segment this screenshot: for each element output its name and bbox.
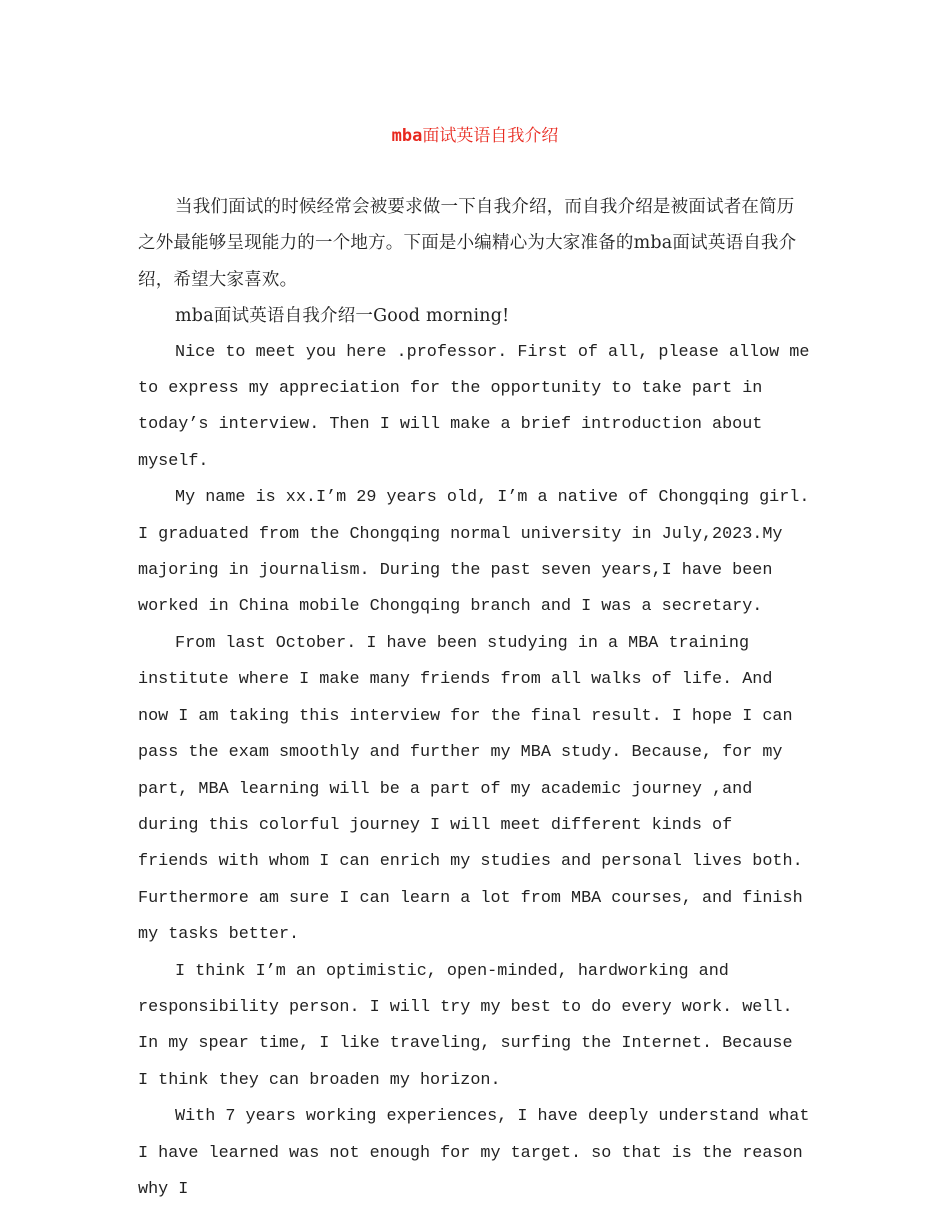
body-paragraph: Nice to meet you here .professor. First of all, please allow me to express my appreciation for the opportunity to take part in today’s interview. Then I will make a brief introduction about myself.: [138, 342, 810, 471]
section-heading-paragraph: mba面试英语自我介绍一Good morning!: [175, 306, 510, 327]
document-title: [0, 124, 950, 148]
body-paragraph: My name is xx.I’m 29 years old, I’m a native of Chongqing girl. I graduated from the Chongqing normal university in July,2023.My majoring in journalism. During the past seven years,I have been worked in China mobile Chongqing branch and I was a secretary.: [138, 488, 810, 617]
body-paragraph: I think I’m an optimistic, open-minded, hardworking and responsibility person. I will try my best to do every work. well. In my spear time, I like traveling, surfing the Internet. Because I think they can broaden my horizon.: [138, 961, 793, 1090]
body-paragraph: With 7 years working experiences, I have deeply understand what I have learned was not enough for my target. so that is the reason why I: [138, 1107, 810, 1199]
body-paragraph: From last October. I have been studying in a MBA training institute where I make many friends from all walks of life. And now I am taking this interview for the final result. I hope I can pass the exam smoothly and further my MBA study. Because, for my part, MBA learning will be a part of my academic journey ,and during this colorful journey I will meet different kinds of friends with whom I can enrich my studies and personal lives both. Furthermore am sure I can learn a lot from MBA courses, and finish my tasks better.: [138, 633, 803, 945]
document-body: [138, 189, 810, 1208]
document-title-latin: mba: [391, 126, 423, 146]
intro-paragraph: 当我们面试的时候经常会被要求做一下自我介绍，而自我介绍是被面试者在简历之外最能够呈现能力的一个地方。下面是小编精心为大家准备的mba面试英语自我介绍，希望大家喜欢。: [138, 197, 797, 290]
document-title-cjk: 面试英语自我介绍: [422, 126, 559, 146]
